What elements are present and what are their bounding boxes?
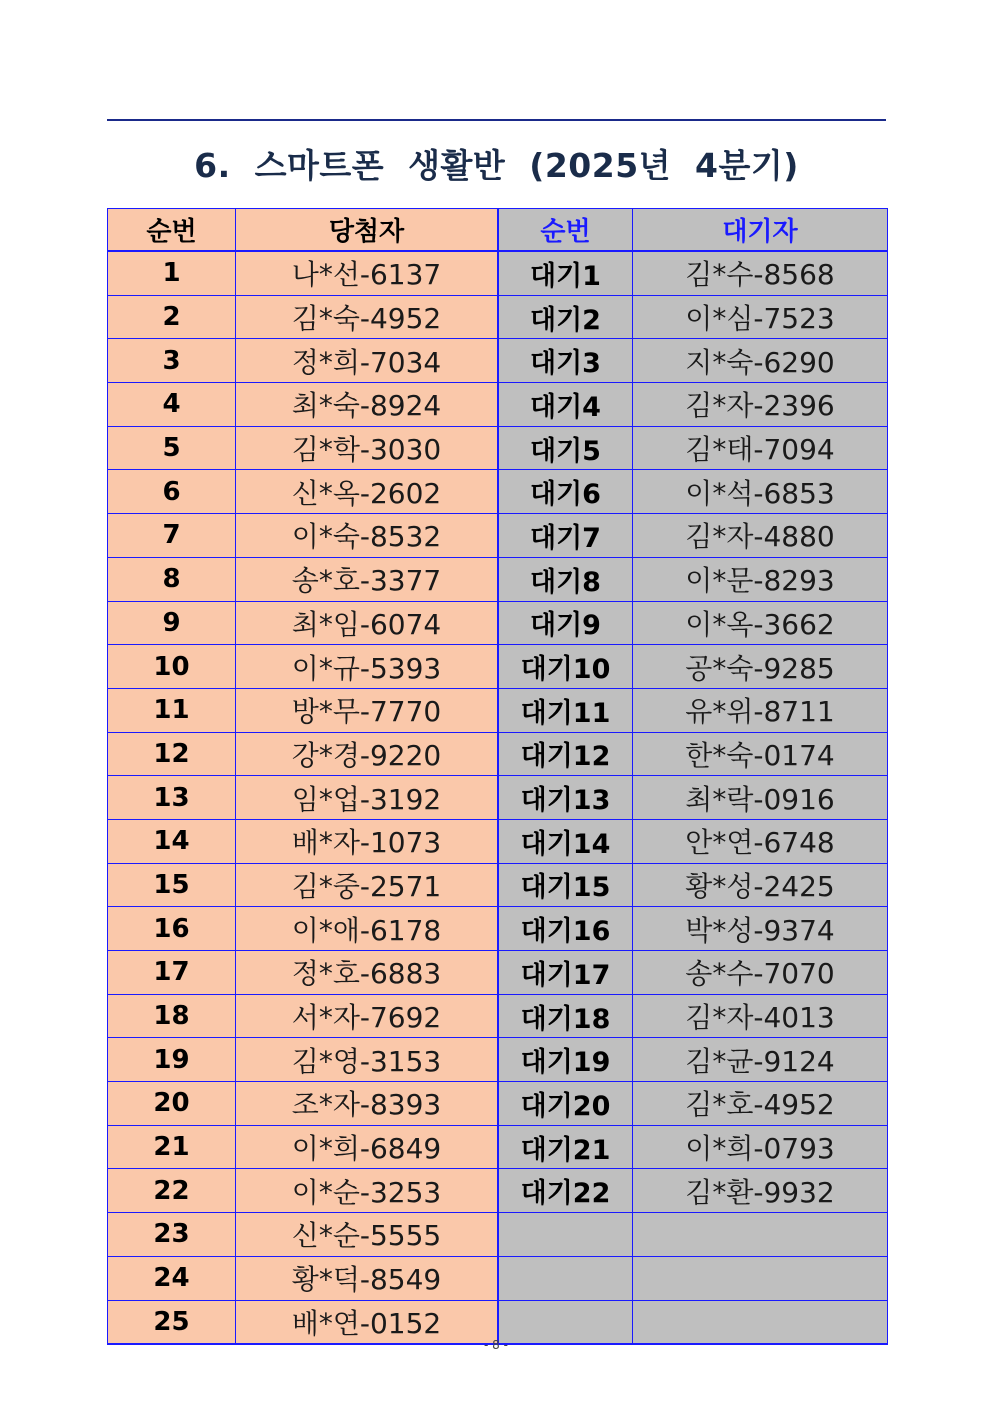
table-row	[108, 514, 888, 558]
winner-name-cell: 황*덕-8549	[236, 1256, 499, 1300]
waitlist-name-cell: 김*태-7094	[633, 426, 888, 470]
winner-name-cell: 배*자-1073	[236, 819, 499, 863]
winner-name-cell: 김*학-3030	[236, 426, 499, 470]
waitlist-number-cell: 대기15	[498, 863, 633, 907]
waitlist-name-cell: 황*성-2425	[633, 863, 888, 907]
row-number-cell: 3	[108, 339, 236, 383]
winner-name-cell: 신*순-5555	[236, 1213, 499, 1257]
row-number-cell: 10	[108, 645, 236, 689]
waitlist-name-cell: 김*자-4880	[633, 514, 888, 558]
winner-name-cell: 이*규-5393	[236, 645, 499, 689]
winner-name-cell: 정*희-7034	[236, 339, 499, 383]
table-row	[108, 339, 888, 383]
table-row	[108, 1256, 888, 1300]
winner-name-cell: 배*연-0152	[236, 1300, 499, 1344]
row-number-cell: 5	[108, 426, 236, 470]
table-row	[108, 1125, 888, 1169]
waitlist-number-cell: 대기6	[498, 470, 633, 514]
winner-name-cell: 김*중-2571	[236, 863, 499, 907]
table-header-row	[108, 209, 888, 252]
winner-name-cell: 임*업-3192	[236, 776, 499, 820]
table-row	[108, 907, 888, 951]
waitlist-number-cell: 대기18	[498, 994, 633, 1038]
winner-name-cell: 이*숙-8532	[236, 514, 499, 558]
waitlist-number-cell: 대기5	[498, 426, 633, 470]
page-title: 6. 스마트폰 생활반 (2025년 4분기)	[194, 146, 799, 185]
winner-name-cell: 조*자-8393	[236, 1082, 499, 1126]
waitlist-name-cell: 김*자-2396	[633, 383, 888, 427]
top-rule	[107, 119, 886, 121]
winner-name-cell: 김*영-3153	[236, 1038, 499, 1082]
row-number-cell: 1	[108, 251, 236, 295]
waitlist-name-cell	[633, 1213, 888, 1257]
row-number-cell: 18	[108, 994, 236, 1038]
waitlist-name-cell: 이*문-8293	[633, 557, 888, 601]
winner-name-cell: 강*경-9220	[236, 732, 499, 776]
waitlist-name-cell: 김*균-9124	[633, 1038, 888, 1082]
waitlist-number-cell: 대기22	[498, 1169, 633, 1213]
row-number-cell: 13	[108, 776, 236, 820]
row-number-cell: 20	[108, 1082, 236, 1126]
waitlist-number-cell: 대기21	[498, 1125, 633, 1169]
table-row	[108, 645, 888, 689]
row-number-cell: 4	[108, 383, 236, 427]
waitlist-number-cell: 대기17	[498, 951, 633, 995]
row-number-cell: 6	[108, 470, 236, 514]
waitlist-name-cell: 박*성-9374	[633, 907, 888, 951]
row-number-cell: 11	[108, 688, 236, 732]
table-row	[108, 863, 888, 907]
winner-name-cell: 이*희-6849	[236, 1125, 499, 1169]
waitlist-number-cell: 대기13	[498, 776, 633, 820]
waitlist-number-cell: 대기7	[498, 514, 633, 558]
header-waitlist: 대기자	[633, 209, 888, 252]
waitlist-number-cell: 대기12	[498, 732, 633, 776]
waitlist-number-cell: 대기8	[498, 557, 633, 601]
row-number-cell: 15	[108, 863, 236, 907]
row-number-cell: 14	[108, 819, 236, 863]
waitlist-number-cell: 대기19	[498, 1038, 633, 1082]
waitlist-name-cell: 최*락-0916	[633, 776, 888, 820]
table-row	[108, 426, 888, 470]
winner-name-cell: 정*호-6883	[236, 951, 499, 995]
row-number-cell: 8	[108, 557, 236, 601]
waitlist-number-cell: 대기3	[498, 339, 633, 383]
waitlist-name-cell: 이*심-7523	[633, 295, 888, 339]
waitlist-number-cell: 대기4	[498, 383, 633, 427]
row-number-cell: 2	[108, 295, 236, 339]
waitlist-name-cell: 한*숙-0174	[633, 732, 888, 776]
table-row	[108, 1213, 888, 1257]
page-number: - 8 -	[484, 1338, 508, 1352]
table-row	[108, 295, 888, 339]
draw-results-table	[107, 208, 888, 1345]
waitlist-name-cell: 송*수-7070	[633, 951, 888, 995]
waitlist-name-cell: 안*연-6748	[633, 819, 888, 863]
header-wait-number: 순번	[498, 209, 633, 252]
row-number-cell: 16	[108, 907, 236, 951]
table-row	[108, 251, 888, 295]
waitlist-name-cell	[633, 1300, 888, 1344]
waitlist-name-cell: 이*희-0793	[633, 1125, 888, 1169]
winner-name-cell: 김*숙-4952	[236, 295, 499, 339]
winner-name-cell: 서*자-7692	[236, 994, 499, 1038]
table-row	[108, 688, 888, 732]
winner-name-cell: 방*무-7770	[236, 688, 499, 732]
table-row	[108, 994, 888, 1038]
waitlist-number-cell: 대기9	[498, 601, 633, 645]
winner-name-cell: 최*임-6074	[236, 601, 499, 645]
table-row	[108, 601, 888, 645]
waitlist-number-cell: 대기20	[498, 1082, 633, 1126]
waitlist-number-cell: 대기2	[498, 295, 633, 339]
waitlist-name-cell: 유*위-8711	[633, 688, 888, 732]
row-number-cell: 9	[108, 601, 236, 645]
row-number-cell: 12	[108, 732, 236, 776]
waitlist-number-cell: 대기10	[498, 645, 633, 689]
table-row	[108, 470, 888, 514]
waitlist-name-cell: 김*자-4013	[633, 994, 888, 1038]
waitlist-number-cell: 대기14	[498, 819, 633, 863]
winner-name-cell: 송*호-3377	[236, 557, 499, 601]
header-winner: 당첨자	[236, 209, 499, 252]
waitlist-number-cell: 대기16	[498, 907, 633, 951]
table-row	[108, 1082, 888, 1126]
waitlist-name-cell: 지*숙-6290	[633, 339, 888, 383]
waitlist-name-cell: 김*수-8568	[633, 251, 888, 295]
winner-name-cell: 이*순-3253	[236, 1169, 499, 1213]
waitlist-name-cell: 김*환-9932	[633, 1169, 888, 1213]
table-row	[108, 1169, 888, 1213]
row-number-cell: 23	[108, 1213, 236, 1257]
winner-name-cell: 최*숙-8924	[236, 383, 499, 427]
waitlist-name-cell: 이*옥-3662	[633, 601, 888, 645]
waitlist-number-cell: 대기11	[498, 688, 633, 732]
row-number-cell: 22	[108, 1169, 236, 1213]
table-row	[108, 557, 888, 601]
waitlist-number-cell	[498, 1256, 633, 1300]
table-row	[108, 951, 888, 995]
waitlist-name-cell: 이*석-6853	[633, 470, 888, 514]
table-row	[108, 819, 888, 863]
waitlist-name-cell: 공*숙-9285	[633, 645, 888, 689]
row-number-cell: 24	[108, 1256, 236, 1300]
header-number: 순번	[108, 209, 236, 252]
row-number-cell: 21	[108, 1125, 236, 1169]
table-row	[108, 732, 888, 776]
row-number-cell: 19	[108, 1038, 236, 1082]
table-row	[108, 776, 888, 820]
winner-name-cell: 신*옥-2602	[236, 470, 499, 514]
waitlist-name-cell	[633, 1256, 888, 1300]
winner-name-cell: 이*애-6178	[236, 907, 499, 951]
row-number-cell: 7	[108, 514, 236, 558]
row-number-cell: 25	[108, 1300, 236, 1344]
row-number-cell: 17	[108, 951, 236, 995]
waitlist-number-cell	[498, 1213, 633, 1257]
waitlist-number-cell: 대기1	[498, 251, 633, 295]
winner-name-cell: 나*선-6137	[236, 251, 499, 295]
table-row	[108, 383, 888, 427]
waitlist-name-cell: 김*호-4952	[633, 1082, 888, 1126]
table-row	[108, 1038, 888, 1082]
